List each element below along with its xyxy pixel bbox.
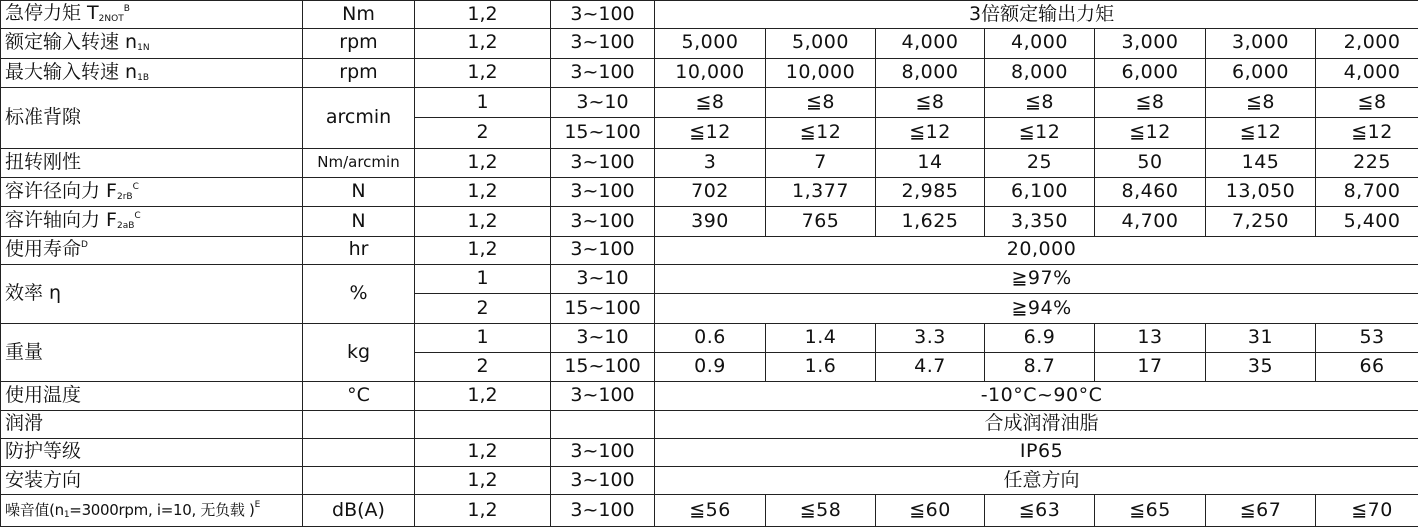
unit-cell: rpm	[303, 29, 415, 58]
row-label: 使用温度	[1, 382, 303, 410]
ratio-cell: 15~100	[551, 352, 655, 381]
row-mounting	[1, 467, 1418, 495]
stage-cell: 1,2	[415, 1, 551, 29]
unit-cell: %	[303, 264, 415, 323]
value-cell: 17	[1095, 352, 1206, 381]
value-cell: ≦8	[1316, 87, 1418, 117]
ratio-cell: 3~100	[551, 58, 655, 87]
value-cell: ≦8	[1206, 87, 1316, 117]
value-cell: 4,000	[876, 29, 985, 58]
ratio-cell: 3~100	[551, 438, 655, 466]
value-cell: 145	[1206, 148, 1316, 177]
stage-cell: 1	[415, 87, 551, 117]
unit-cell: Nm/arcmin	[303, 148, 415, 177]
value-cell: ≦67	[1206, 495, 1316, 527]
value-cell: 2,985	[876, 178, 985, 207]
stage-cell: 2	[415, 294, 551, 323]
ratio-cell: 3~100	[551, 207, 655, 236]
stage-cell: 1,2	[415, 236, 551, 264]
stage-cell: 1,2	[415, 207, 551, 236]
value-cell: ≦8	[1095, 87, 1206, 117]
value-cell: 5,000	[766, 29, 876, 58]
row-weight-stage1	[1, 323, 1418, 352]
ratio-cell: 3~10	[551, 87, 655, 117]
value-cell: 7	[766, 148, 876, 177]
ratio-cell: 3~10	[551, 323, 655, 352]
value-cell: ≦12	[1316, 118, 1418, 148]
stage-cell: 1	[415, 264, 551, 293]
value-cell: 8,700	[1316, 178, 1418, 207]
value-cell: ≧94%	[655, 294, 1418, 323]
value-cell: ≦60	[876, 495, 985, 527]
value-cell: 1.6	[766, 352, 876, 381]
value-cell: ≦8	[876, 87, 985, 117]
value-cell: 4.7	[876, 352, 985, 381]
ratio-cell: 3~100	[551, 236, 655, 264]
value-cell: 0.9	[655, 352, 766, 381]
ratio-cell: 3~100	[551, 1, 655, 29]
value-cell: 4,000	[985, 29, 1095, 58]
value-cell: ≦58	[766, 495, 876, 527]
row-service-life	[1, 236, 1418, 264]
row-rated-input-speed	[1, 29, 1418, 58]
ratio-cell: 3~100	[551, 148, 655, 177]
stage-cell: 1,2	[415, 467, 551, 495]
ratio-cell: 3~100	[551, 178, 655, 207]
value-cell: 765	[766, 207, 876, 236]
ratio-cell	[551, 410, 655, 438]
value-cell: 13,050	[1206, 178, 1316, 207]
row-efficiency-stage1	[1, 264, 1418, 293]
row-label: 重量	[1, 323, 303, 382]
ratio-cell: 3~100	[551, 495, 655, 527]
row-label: 效率 η	[1, 264, 303, 323]
value-cell: 8,460	[1095, 178, 1206, 207]
ratio-cell: 15~100	[551, 294, 655, 323]
stage-cell: 1,2	[415, 148, 551, 177]
value-cell: 50	[1095, 148, 1206, 177]
value-cell: 53	[1316, 323, 1418, 352]
value-cell: ≦63	[985, 495, 1095, 527]
value-cell: 31	[1206, 323, 1316, 352]
unit-cell: °C	[303, 382, 415, 410]
row-label: 防护等级	[1, 438, 303, 466]
value-cell: 25	[985, 148, 1095, 177]
value-cell: 合成润滑油脂	[655, 410, 1418, 438]
value-cell: 390	[655, 207, 766, 236]
value-cell: 7,250	[1206, 207, 1316, 236]
value-cell: -10°C~90°C	[655, 382, 1418, 410]
value-cell: 35	[1206, 352, 1316, 381]
row-noise	[1, 495, 1418, 527]
value-cell: ≦8	[655, 87, 766, 117]
value-cell: 66	[1316, 352, 1418, 381]
value-cell: ≦12	[766, 118, 876, 148]
stage-cell: 1,2	[415, 438, 551, 466]
stage-cell: 1,2	[415, 382, 551, 410]
value-cell: 6,000	[1206, 58, 1316, 87]
row-backlash-stage1	[1, 87, 1418, 117]
value-cell: ≦12	[655, 118, 766, 148]
unit-cell: kg	[303, 323, 415, 382]
value-cell: 3,000	[1206, 29, 1316, 58]
stage-cell: 2	[415, 352, 551, 381]
value-cell: 1,625	[876, 207, 985, 236]
row-label: 润滑	[1, 410, 303, 438]
row-label: 噪音值($n_1=3000rpm$, i=10, 无负载 )$^E$	[1, 495, 303, 527]
value-cell: 0.6	[655, 323, 766, 352]
row-lubrication	[1, 410, 1418, 438]
value-cell: ≦12	[1206, 118, 1316, 148]
value-cell: 8,000	[876, 58, 985, 87]
value-cell: ≦65	[1095, 495, 1206, 527]
value-cell: 6,000	[1095, 58, 1206, 87]
value-cell: ≧97%	[655, 264, 1418, 293]
ratio-cell: 3~100	[551, 467, 655, 495]
value-cell: 702	[655, 178, 766, 207]
ratio-cell: 3~100	[551, 29, 655, 58]
ratio-cell: 3~10	[551, 264, 655, 293]
value-cell: 1.4	[766, 323, 876, 352]
value-cell: 3,000	[1095, 29, 1206, 58]
value-cell: 6.9	[985, 323, 1095, 352]
value-cell: 4,000	[1316, 58, 1418, 87]
unit-cell: dB(A)	[303, 495, 415, 527]
row-label: 标准背隙	[1, 87, 303, 148]
row-protection	[1, 438, 1418, 466]
value-cell: ≦8	[766, 87, 876, 117]
row-axial-force	[1, 207, 1418, 236]
row-label: 额定输入转速 $n_{1N}$	[1, 29, 303, 58]
row-label: 急停力矩 $T_{2NOT}^B$	[1, 1, 303, 29]
value-cell: ≦8	[985, 87, 1095, 117]
value-cell: IP65	[655, 438, 1418, 466]
value-cell: ≦70	[1316, 495, 1418, 527]
row-max-input-speed	[1, 58, 1418, 87]
unit-cell	[303, 410, 415, 438]
ratio-cell: 3~100	[551, 382, 655, 410]
value-cell: 4,700	[1095, 207, 1206, 236]
value-cell: 5,400	[1316, 207, 1418, 236]
value-cell: ≦12	[985, 118, 1095, 148]
row-operating-temp	[1, 382, 1418, 410]
unit-cell: rpm	[303, 58, 415, 87]
value-cell: 3,350	[985, 207, 1095, 236]
value-cell: 20,000	[655, 236, 1418, 264]
unit-cell	[303, 438, 415, 466]
value-cell: 14	[876, 148, 985, 177]
unit-cell: N	[303, 207, 415, 236]
stage-cell: 2	[415, 118, 551, 148]
row-label: 最大输入转速 $n_{1B}$	[1, 58, 303, 87]
value-cell: 3	[655, 148, 766, 177]
stage-cell: 1,2	[415, 29, 551, 58]
value-cell: 2,000	[1316, 29, 1418, 58]
stage-cell	[415, 410, 551, 438]
value-cell: 13	[1095, 323, 1206, 352]
row-label: 扭转刚性	[1, 148, 303, 177]
value-cell: 6,100	[985, 178, 1095, 207]
row-label: 使用寿命$^D$	[1, 236, 303, 264]
stage-cell: 1,2	[415, 58, 551, 87]
stage-cell: 1,2	[415, 495, 551, 527]
row-emergency-torque	[1, 1, 1418, 29]
stage-cell: 1,2	[415, 178, 551, 207]
row-label: 安装方向	[1, 467, 303, 495]
unit-cell: arcmin	[303, 87, 415, 148]
unit-cell: hr	[303, 236, 415, 264]
value-cell: 任意方向	[655, 467, 1418, 495]
value-cell: 5,000	[655, 29, 766, 58]
value-cell: 225	[1316, 148, 1418, 177]
row-label: 容许轴向力 $F_{2aB}^C$	[1, 207, 303, 236]
row-label: 容许径向力 $F_{2rB}^C$	[1, 178, 303, 207]
value-cell: ≦56	[655, 495, 766, 527]
stage-cell: 1	[415, 323, 551, 352]
unit-cell	[303, 467, 415, 495]
value-cell: 3倍额定输出力矩	[655, 1, 1418, 29]
value-cell: 8.7	[985, 352, 1095, 381]
row-radial-force	[1, 178, 1418, 207]
row-torsional-rigidity	[1, 148, 1418, 177]
unit-cell: Nm	[303, 1, 415, 29]
unit-cell: N	[303, 178, 415, 207]
ratio-cell: 15~100	[551, 118, 655, 148]
value-cell: ≦12	[1095, 118, 1206, 148]
value-cell: 8,000	[985, 58, 1095, 87]
value-cell: ≦12	[876, 118, 985, 148]
value-cell: 10,000	[766, 58, 876, 87]
value-cell: 10,000	[655, 58, 766, 87]
value-cell: 1,377	[766, 178, 876, 207]
value-cell: 3.3	[876, 323, 985, 352]
